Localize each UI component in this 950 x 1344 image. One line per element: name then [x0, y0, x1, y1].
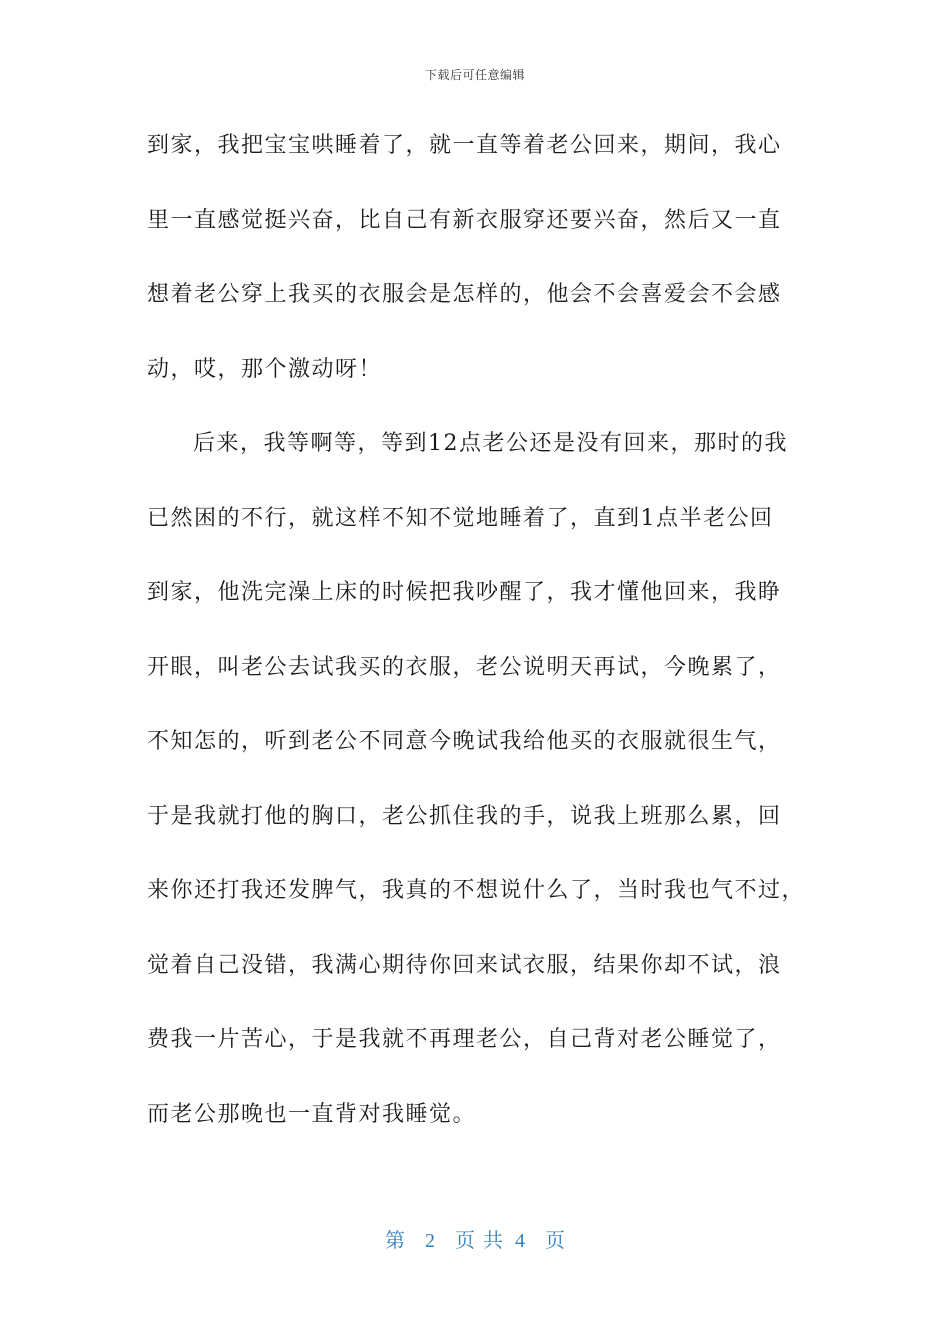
body-line-7: 到家，他洗完澡上床的时候把我吵醒了，我才懂他回来，我睁 [147, 580, 782, 605]
body-line-2: 里一直感觉挺兴奋，比自己有新衣服穿还要兴奋，然后又一直 [147, 207, 782, 233]
body-line-10: 于是我就打他的胸口，老公抓住我的手，说我上班那么累，回 [147, 803, 782, 829]
footer-di: 第 [385, 1228, 405, 1252]
page-header-note: 下载后可任意编辑 [424, 68, 525, 82]
body-line-13: 费我一片苦心，于是我就不再理老公，自己背对老公睡觉了， [147, 1027, 782, 1052]
body-line-4: 动，哎，那个激动呀！ [147, 356, 383, 382]
footer-total-pages: 4 [515, 1230, 525, 1252]
body-line-14: 而老公那晚也一直背对我睡觉。 [147, 1101, 477, 1127]
footer-page-number: 2 [425, 1230, 435, 1252]
body-line-1: 到家，我把宝宝哄睡着了，就一直等着老公回来，期间，我心 [147, 133, 782, 158]
body-line-11: 来你还打我还发脾气，我真的不想说什么了，当时我也气不过， [147, 878, 806, 903]
body-line-12: 觉着自己没错，我满心期待你回来试衣服，结果你却不试，浪 [147, 952, 782, 978]
footer-ye: 页 [455, 1228, 475, 1252]
body-line-9: 不知怎的，听到老公不同意今晚试我给他买的衣服就很生气， [147, 729, 782, 754]
body-line-5: 后来，我等啊等，等到12点老公还是没有回来，那时的我 [193, 431, 788, 456]
footer-ye-2: 页 [545, 1228, 565, 1252]
footer-gong: 共 [483, 1228, 503, 1252]
body-line-3: 想着老公穿上我买的衣服会是怎样的，他会不会喜爱会不会感 [147, 282, 782, 307]
document-body [147, 126, 807, 1169]
page-footer [0, 1224, 950, 1253]
body-line-6: 已然困的不行，就这样不知不觉地睡着了，直到1点半老公回 [147, 505, 774, 531]
body-line-8: 开眼，叫老公去试我买的衣服，老公说明天再试，今晚累了， [147, 654, 782, 680]
